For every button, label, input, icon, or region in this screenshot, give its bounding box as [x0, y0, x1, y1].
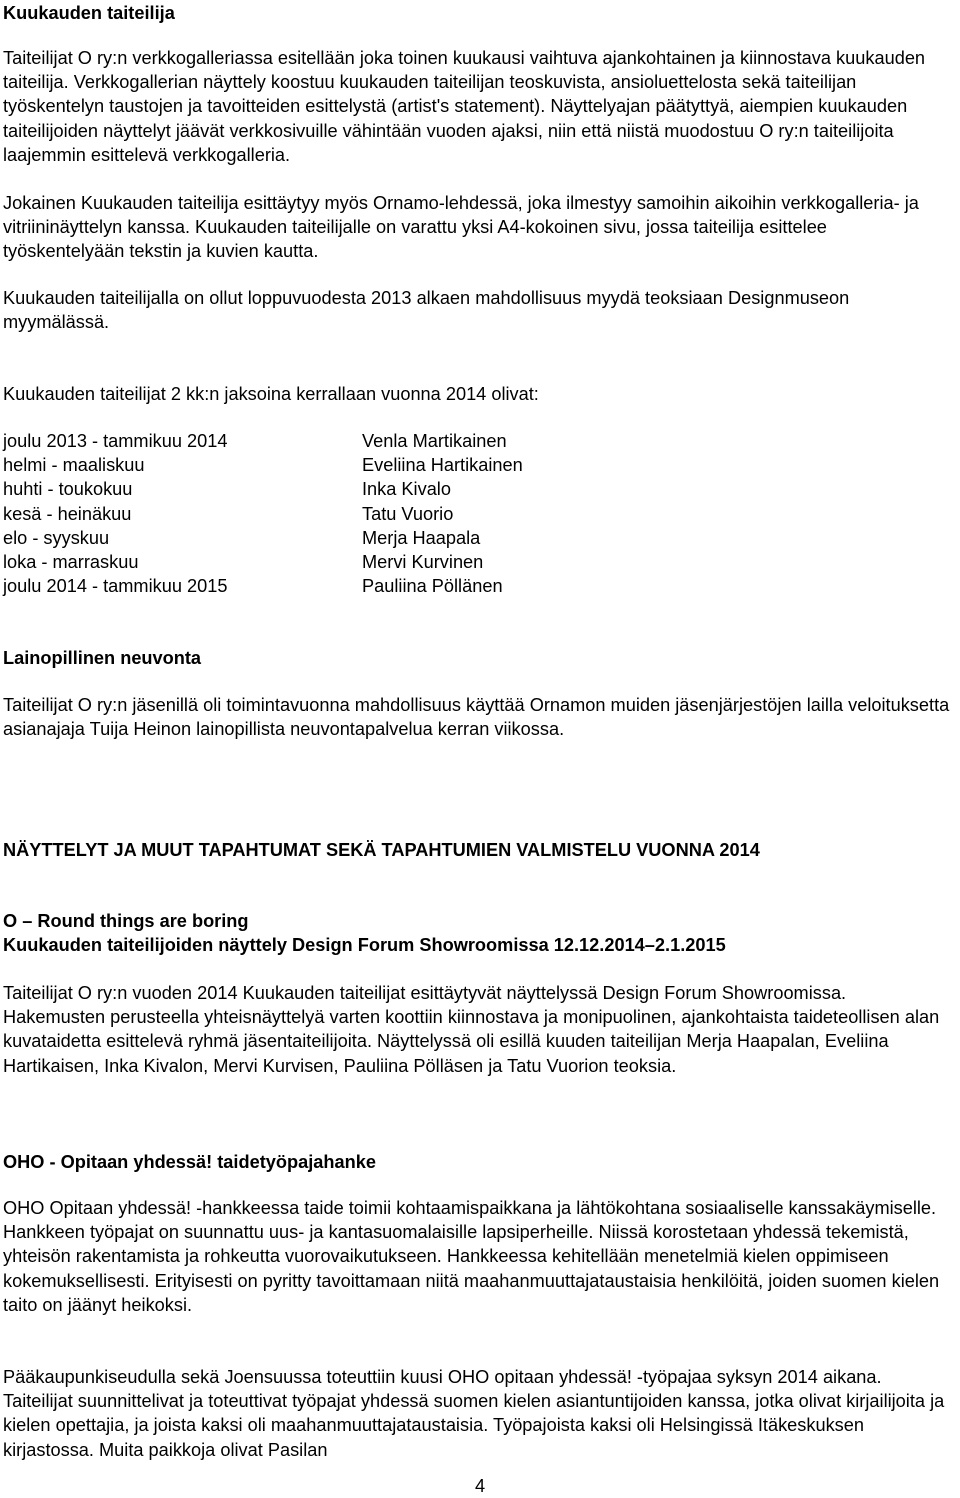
schedule-period: huhti - toukokuu: [3, 479, 133, 500]
schedule-artist: Eveliina Hartikainen: [362, 455, 523, 476]
schedule-period: loka - marraskuu: [3, 551, 139, 572]
schedule-period: elo - syyskuu: [3, 527, 110, 548]
page-number: 4: [474, 1476, 486, 1496]
schedule-row: [3, 429, 703, 453]
schedule-artist: Venla Martikainen: [362, 431, 507, 451]
paragraph-designmuseo: Kuukauden taiteilijalla on ollut loppuvuodesta 2013 alkaen mahdollisuus myydä teoksiaan Designmuseon myymälässä.: [3, 288, 850, 333]
schedule-artist: Inka Kivalo: [362, 479, 451, 500]
section-heading-kuukauden-taiteilija: Kuukauden taiteilija: [3, 3, 175, 23]
schedule-period: joulu 2013 - tammikuu 2014: [3, 431, 228, 451]
schedule-artist: Mervi Kurvinen: [362, 551, 484, 572]
paragraph-lainopillinen: Taiteilijat O ry:n jäsenillä oli toimintavuonna mahdollisuus käyttää Ornamon muiden jäsenjärjestöjen lailla veloituksetta asianajaja Tuija Heinon lainopillista neuvontapalvelua kerran viikossa.: [3, 695, 950, 740]
paragraph-verkkogalleria: Taiteilijat O ry:n verkkogalleriassa esitellään joka toinen kuukausi vaihtuva ajankohtainen ja kiinnostava kuukauden taiteilija. Verkkogallerian näyttely koostuu kuukauden taiteilijan teoskuvista, ansioluettelosta sekä taiteilijan työskentelyn taustojen ja tavoitteiden esittelystä (artist's statement). Näyttelyajan päätyttyä, aiempien kuukauden taiteilijoiden näyttelyt jäävät verkkosivuille vähintään vuoden ajaksi, niin että niistä muodostuu O ry:n taiteilijoita laajemmin esittelevä verkkogalleria.: [3, 48, 926, 165]
schedule-row: [3, 526, 703, 550]
schedule-artist: Pauliina Pöllänen: [362, 576, 503, 597]
schedule-artist: Tatu Vuorio: [362, 503, 454, 524]
artist-schedule-table: [3, 429, 703, 598]
paragraph-oho-intro: OHO Opitaan yhdessä! -hankkeessa taide toimii kohtaamispaikkana ja lähtökohtana sosiaaliselle kanssakäymiselle. Hankkeen työpajat on suunnattu uus- ja kantasuomalaisille lapsiperheille. Niissä korostetaan yhdessä tekemistä, yhteisön rakentamista ja rohkeutta vuorovaikutukseen. Hankkeessa kehitellään menetelmiä kielen oppimiseen kokemuksellisesti. Erityisesti on pyritty tavoittamaan niitä maahanmuuttajataustaisia henkilöitä, joiden suomen kielen taito on jäänyt heikoksi.: [3, 1198, 940, 1315]
schedule-row: [3, 477, 703, 501]
exhibition-title: O – Round things are boring: [3, 911, 249, 931]
schedule-row: [3, 550, 703, 574]
section-heading-oho: OHO - Opitaan yhdessä! taidetyöpajahanke: [3, 1152, 376, 1172]
schedule-period: helmi - maaliskuu: [3, 455, 145, 476]
schedule-period: kesä - heinäkuu: [3, 503, 132, 524]
schedule-row: [3, 502, 703, 526]
paragraph-schedule-intro: Kuukauden taiteilijat 2 kk:n jaksoina kerrallaan vuonna 2014 olivat:: [3, 384, 539, 404]
schedule-artist: Merja Haapala: [362, 527, 481, 548]
schedule-row: [3, 453, 703, 477]
paragraph-round-things: Taiteilijat O ry:n vuoden 2014 Kuukauden taiteilijat esittäytyvät näyttelyssä Design Forum Showroomissa. Hakemusten perusteella yhteisnäyttelyä varten koottiin kiinnostava ja monipuolinen, ajankohtaista taideteollisen alan kuvataidetta esittelevä ryhmä jäsentaiteilijoita. Näyttelyssä oli esillä kuuden taiteilijan Merja Haapalan, Eveliina Hartikaisen, Inka Kivalon, Mervi Kurvisen, Pauliina Pölläsen ja Tatu Vuorion teoksia.: [3, 983, 940, 1076]
paragraph-ornamo-lehti: Jokainen Kuukauden taiteilija esittäytyy myös Ornamo-lehdessä, joka ilmestyy samoihin aikoihin verkkogalleria- ja vitriininäyttelyn kanssa. Kuukauden taiteilijalle on varattu yksi A4-kokoinen sivu, jossa taiteilija esittelee työskentelyään tekstin ja kuvien kautta.: [3, 193, 919, 262]
paragraph-oho-tyopajat: Pääkaupunkiseudulla sekä Joensuussa toteuttiin kuusi OHO opitaan yhdessä! -työpajaa syksyn 2014 aikana. Taiteilijat suunnittelivat ja toteuttivat työpajat yhdessä suomen kielen asiantuntijoiden kanssa, jotka olivat kirjailijoita ja kielen opettajia, ja joista kaksi oli maahanmuuttajataustaisia. Työpajoista kaksi oli Helsingissä Itäkeskuksen kirjastossa. Muita paikkoja olivat Pasilan: [3, 1367, 945, 1460]
schedule-period: joulu 2014 - tammikuu 2015: [3, 576, 228, 597]
schedule-row: [3, 574, 703, 598]
exhibition-subtitle: Kuukauden taiteilijoiden näyttely Design Forum Showroomissa 12.12.2014–2.1.2015: [3, 935, 726, 955]
section-heading-nayttelyt: NÄYTTELYT JA MUUT TAPAHTUMAT SEKÄ TAPAHTUMIEN VALMISTELU VUONNA 2014: [3, 840, 760, 860]
section-heading-lainopillinen: Lainopillinen neuvonta: [3, 648, 202, 668]
